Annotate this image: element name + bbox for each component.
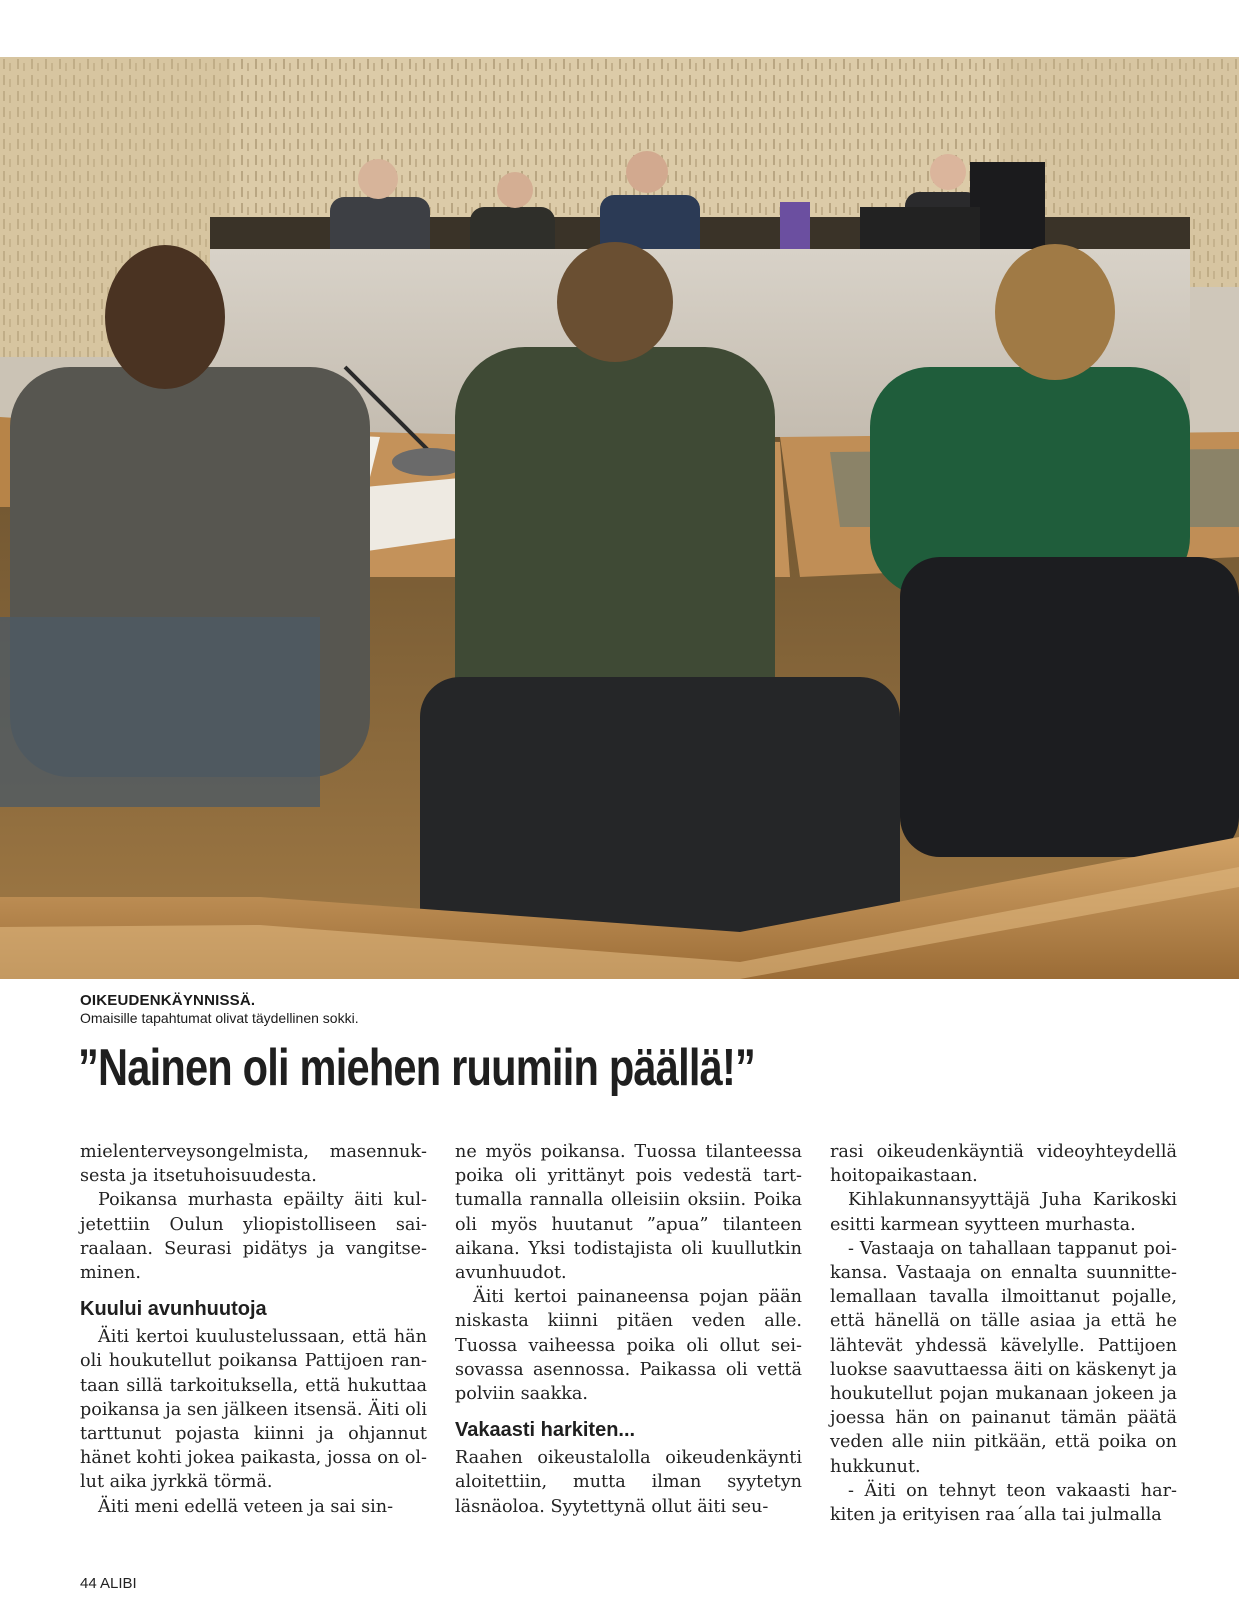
paragraph: mielenterveysongelmista, masennuksesta ja itsetuhoisuudesta. [80,1142,427,1187]
subheading: Kuului avunhuutoja [80,1298,267,1321]
page-number-footer: 44 ALIBI [80,1575,137,1592]
paragraph: ne myös poikansa. Tuossa tilanteessa poika oli yrittänyt pois vedestä tarttumalla rannalla olleisiin oksiin. Poika oli myös huutanut ”apua” tilanteen aikana. Yksi todistajista oli kuullutkin avunhuudot. [455,1142,802,1284]
courtroom-photo [0,57,1239,979]
paragraph: Äiti meni edellä veteen ja sai sin- [98,1496,394,1517]
article-column-2 [455,1140,802,1519]
caption-text: Omaisille tapahtumat olivat täydellinen sokki. [80,1010,359,1026]
article-column-1 [80,1140,427,1519]
paragraph: rasi oikeudenkäyntiä videoyhteydellä hoitopaikastaan. [830,1142,1177,1187]
photo-caption [80,992,359,1027]
paragraph: Äiti kertoi kuulustelussaan, että hän oli houkutellut poikansa Pattijoen rantaan sillä tarkoituksella, että hukuttaa poikansa ja sen jälkeen itsensä. Äiti oli tarttunut pojasta kiinni ja ohjannut hänet kohti jokea paikasta, jossa on ollut aika jyrkkä törmä. [80,1327,427,1493]
paragraph: - Äiti on tehnyt teon vakaasti harkiten ja erityisen raa´alla tai julmalla [830,1480,1177,1526]
caption-title: OIKEUDENKÄYNNISSÄ. [80,992,256,1009]
paragraph: Kihlakunnansyyttäjä Juha Karikoski esitti karmean syytteen murhasta. [830,1190,1177,1235]
paragraph: Raahen oikeustalolla oikeudenkäynti aloitettiin, mutta ilman syytetyn läsnäoloa. Syytettynä ollut äiti seu- [455,1448,802,1517]
courtroom-illustration [0,57,1239,979]
paragraph: Poikansa murhasta epäilty äiti kuljetettiin Oulun yliopistolliseen sairaalaan. Seurasi pidätys ja vangitseminen. [80,1190,427,1284]
paragraph: Äiti kertoi painaneensa pojan pään niskasta kiinni pitäen veden alle. Tuossa vaiheessa poika oli ollut seisovassa asennossa. Paikassa oli vettä polviin saakka. [455,1287,802,1405]
paragraph: - Vastaaja on tahallaan tappanut poikansa. Vastaaja on ennalta suunnittelemallaan tavalla ilmoittanut pojalle, että hänellä on tälle asiaa ja että he lähtevät yhdessä kävelylle. Pattijoen luokse saavuttaessa äiti on käskenyt ja houkutellut pojan mukanaan jokeen ja joessa hän on painanut tämän päätä veden alle niin pitkään, että poika on hukkunut. [830,1238,1177,1477]
article-column-3 [830,1140,1177,1527]
subheading: Vakaasti harkiten... [455,1419,636,1442]
article-headline: ”Nainen oli miehen ruumiin päällä!” [78,1039,756,1097]
